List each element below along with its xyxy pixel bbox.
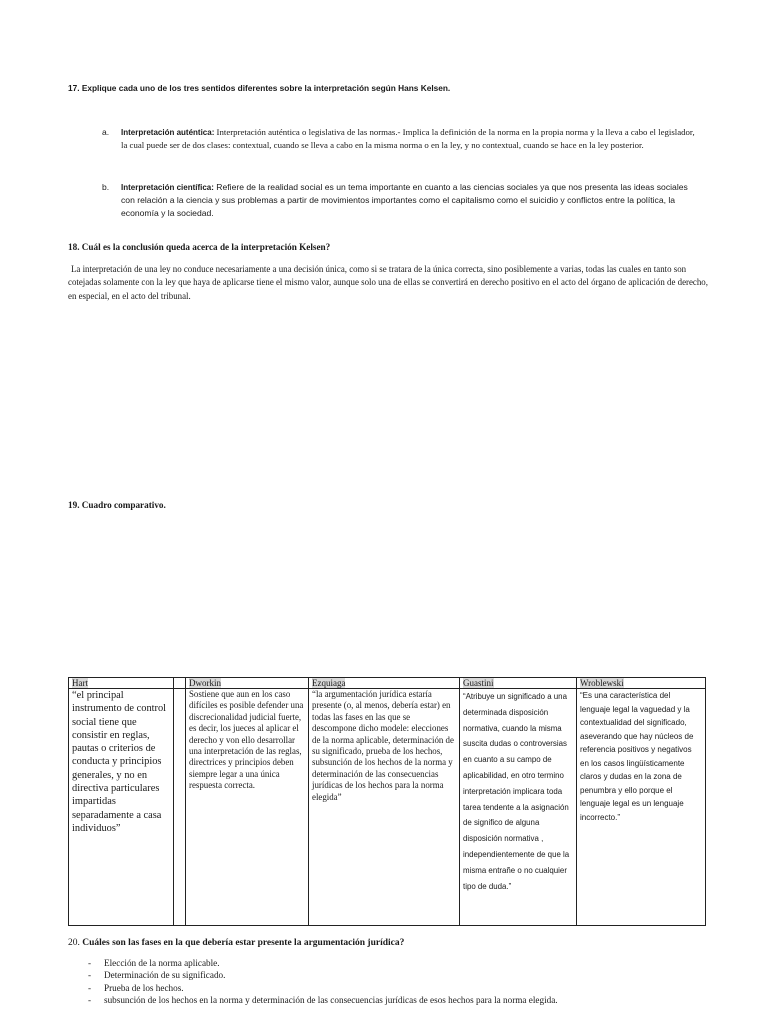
header-hart: Hart: [69, 678, 174, 689]
cell-guastini: “Atribuye un significado a una determinada disposición normativa, cuando la misma suscita dudas o controversias en cuanto a su campo de aplicabilidad, en otro termino interpretación implicara toda tarea tendente a la asignación de significo de alguna disposición normativa , independientemente de que la misma entrañe o no cualquier tipo de duda.”: [460, 689, 577, 926]
header-guastini: Guastini: [460, 678, 577, 689]
comparison-table: [68, 677, 706, 926]
phases-list: [88, 957, 558, 1006]
item-body: [121, 126, 701, 152]
question-18-heading: 18. Cuál es la conclusión queda acerca de la interpretación Kelsen?: [68, 242, 331, 252]
header-dworkin: Dworkin: [186, 678, 309, 689]
cell-ezquiaga: “la argumentación jurídica estaría presente (o, al menos, debería estar) en todas las fases en las que se descompone dicho modele: elecciones de la norma aplicable, determinación de su significado, prueba de los hechos, subsunción de los hechos de la norma y determinación de las consecuencias jurídicas de los hechos para la norma elegida”: [309, 689, 460, 926]
item-label: Interpretación científica:: [121, 183, 214, 192]
question-19-heading: 19. Cuadro comparativo.: [68, 500, 166, 510]
question-17-heading: 17. Explique cada uno de los tres sentidos diferentes sobre la interpretación según Hans Kelsen.: [68, 83, 451, 93]
list-item: - Determinación de su significado.: [88, 969, 558, 981]
item-label: Interpretación auténtica:: [121, 128, 215, 137]
table-header-row: [69, 678, 706, 689]
empty-cell: [174, 689, 186, 926]
question-number: 20.: [68, 938, 80, 948]
item-text: Refiere de la realidad social es un tema importante en cuanto a las ciencias sociales ya que nos presenta las ideas sociales con relación a la ciencia y sus problemas a partir de movimientos importantes como el capitalismo como el suicidio y conflictos entre la política, la economía y la sociedad.: [121, 182, 688, 219]
cell-wroblewski: “Es una característica del lenguaje legal la vaguedad y la contextualidad del significado, aseverando que hay núcleos de referencia positivos y negativos en los casos lingüísticamente claros y dudas en la zona de penumbra y ello porque el lenguaje legal es un lenguaje incorrecto.”: [577, 689, 706, 926]
cell-dworkin: Sostiene que aun en los caso difíciles es posible defender una discrecionalidad judicial fuerte, es decir, los jueces al aplicar el derecho y von ello desarrollar una interpretación de las reglas, directrices y principios deben siempre legar a una única respuesta correcta.: [186, 689, 309, 926]
empty-cell: [174, 678, 186, 689]
question-18-answer: La interpretación de una ley no conduce necesariamente a una decisión única, como si se tratara de la única correcta, sino posiblemente a varias, todas las cuales en tanto son cotejadas solamente con la ley que haya de aplicarse tiene el mismo valor, aunque solo una de ellas se convertirá en derecho positivo en el acto del órgano de aplicación de derecho, en especial, en el acto del tribunal.: [68, 264, 708, 301]
list-item: - Elección de la norma aplicable.: [88, 957, 558, 969]
list-marker-b: b.: [102, 182, 110, 192]
item-body: [121, 181, 701, 221]
list-item: - subsunción de los hechos en la norma y determinación de las consecuencias jurídicas de esos hechos para la norma elegida.: [88, 994, 558, 1006]
header-wroblewski: Wroblewski: [577, 678, 706, 689]
header-ezquiaga: Ezquiaga: [309, 678, 460, 689]
item-text: Interpretación auténtica o legislativa de las normas.- Implica la definición de la norma en la propia norma y la lleva a cabo el legislador, la cual puede ser de dos clases: contextual, cuando se lleva a cabo en la misma norma o en la ley, y no contextual, cuando se hace en la ley posterior.: [121, 127, 695, 151]
question-20-text: Cuáles son las fases en la que debería estar presente la argumentación jurídica?: [79, 938, 405, 948]
table-row: [69, 689, 706, 926]
list-item: - Prueba de los hechos.: [88, 982, 558, 994]
cell-hart: “el principal instrumento de control social tiene que consistir en reglas, pautas o criterios de conducta y principios generales, y no en directiva particulares impartidas separadamente a casa individuos”: [69, 689, 174, 926]
question-20-heading: [68, 938, 404, 948]
list-marker-a: a.: [102, 127, 110, 137]
